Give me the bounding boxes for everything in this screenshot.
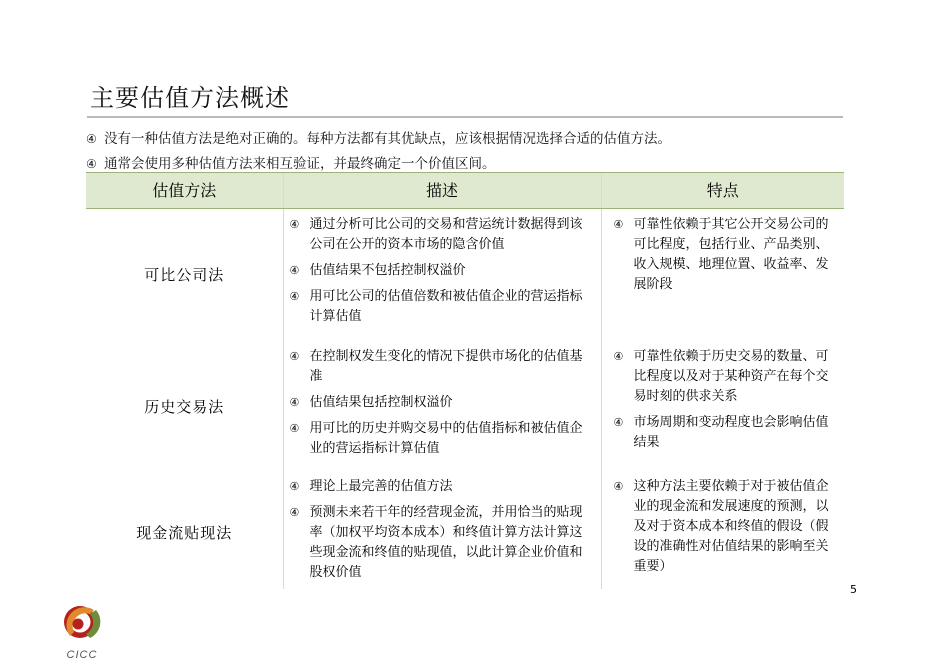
page-number: 5 <box>850 583 857 596</box>
list-item-text: 估值结果不包括控制权溢价 <box>309 263 466 278</box>
title-divider <box>87 116 843 118</box>
table-row <box>86 335 844 467</box>
bullet-marker: ④ <box>613 480 624 493</box>
logo-text: CICC <box>66 649 98 661</box>
bullet-marker: ④ <box>613 218 624 231</box>
description-cell <box>283 209 601 336</box>
list-item <box>290 261 591 281</box>
list-item-text: 用可比的历史并购交易中的估值指标和被估值企业的营运指标计算估值 <box>309 421 583 456</box>
bullet-marker: ④ <box>289 396 300 409</box>
list-item <box>290 215 591 255</box>
bullet-marker: ④ <box>289 480 300 493</box>
header-method: 估值方法 <box>86 173 283 209</box>
table-row <box>86 467 844 589</box>
list-item-text: 理论上最完善的估值方法 <box>309 479 453 494</box>
list-item-text: 在控制权发生变化的情况下提供市场化的估值基准 <box>309 349 583 384</box>
header-features: 特点 <box>601 173 844 209</box>
bullet-marker: ④ <box>86 132 97 146</box>
bullet-marker: ④ <box>289 290 300 303</box>
cicc-logo-icon <box>60 602 104 664</box>
bullet-marker: ④ <box>289 506 300 519</box>
valuation-methods-table <box>86 172 844 589</box>
table-header-row <box>86 173 844 209</box>
list-item-text: 可靠性依赖于历史交易的数量、可比程度以及对于某种资产在每个交易时刻的供求关系 <box>633 349 829 404</box>
list-item <box>614 215 835 295</box>
logo-core <box>73 619 84 630</box>
list-item-text: 用可比公司的估值倍数和被估值企业的营运指标计算估值 <box>309 289 583 324</box>
list-item-text: 通过分析可比公司的交易和营运统计数据得到该公司在公开的资本市场的隐含价值 <box>309 217 583 252</box>
list-item <box>290 287 591 327</box>
bullet-marker: ④ <box>613 350 624 363</box>
intro-bullet-text: 通常会使用多种估值方法来相互验证，并最终确定一个价值区间。 <box>104 156 496 172</box>
features-cell <box>601 209 844 336</box>
method-name: 历史交易法 <box>144 398 225 416</box>
list-item <box>290 419 591 459</box>
method-name: 现金流贴现法 <box>136 524 233 542</box>
bullet-marker: ④ <box>613 416 624 429</box>
description-cell <box>283 467 601 589</box>
page-title: 主要估值方法概述 <box>90 84 290 112</box>
header-description: 描述 <box>283 173 601 209</box>
features-cell <box>601 335 844 467</box>
list-item <box>290 477 591 497</box>
bullet-marker: ④ <box>289 264 300 277</box>
list-item <box>290 503 591 583</box>
list-item <box>290 393 591 413</box>
list-item-text: 市场周期和变动程度也会影响估值结果 <box>633 415 829 450</box>
bullet-marker: ④ <box>86 157 97 171</box>
features-cell <box>601 467 844 589</box>
bullet-marker: ④ <box>289 218 300 231</box>
list-item-text: 估值结果包括控制权溢价 <box>309 395 453 410</box>
list-item <box>614 413 835 453</box>
table-row <box>86 209 844 336</box>
list-item <box>614 477 835 577</box>
intro-bullet <box>86 152 496 172</box>
method-name: 可比公司法 <box>144 266 225 284</box>
intro-bullet <box>86 127 671 147</box>
list-item <box>290 347 591 387</box>
list-item-text: 可靠性依赖于其它公开交易公司的可比程度，包括行业、产品类别、收入规模、地理位置、收益率、发展阶段 <box>633 217 829 292</box>
bullet-marker: ④ <box>289 422 300 435</box>
list-item <box>614 347 835 407</box>
intro-bullet-text: 没有一种估值方法是绝对正确的。每种方法都有其优缺点，应该根据情况选择合适的估值方法。 <box>104 131 671 147</box>
list-item-text: 这种方法主要依赖于对于被估值企业的现金流和发展速度的预测，以及对于资本成本和终值的假设（假设的准确性对估值结果的影响至关重要） <box>633 479 829 574</box>
description-cell <box>283 335 601 467</box>
list-item-text: 预测未来若干年的经营现金流，并用恰当的贴现率（加权平均资本成本）和终值计算方法计算这些现金流和终值的贴现值，以此计算企业价值和股权价值 <box>309 505 583 580</box>
bullet-marker: ④ <box>289 350 300 363</box>
